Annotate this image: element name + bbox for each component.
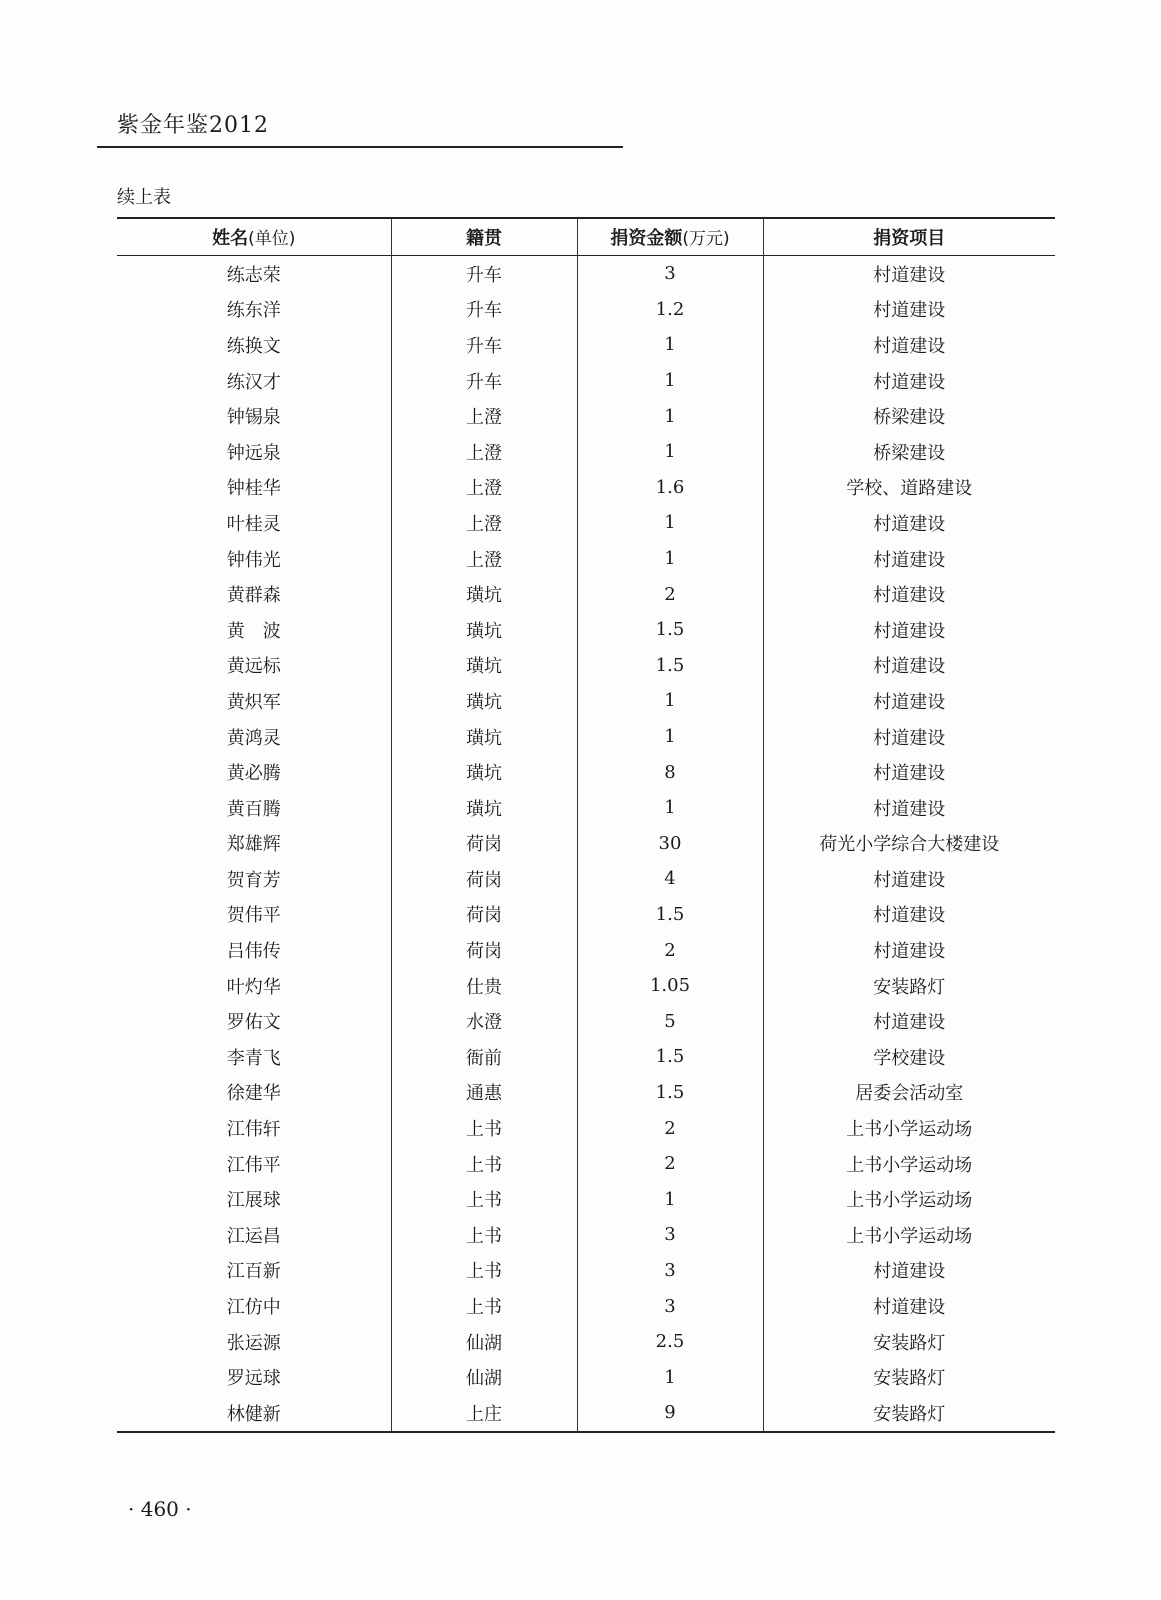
cell-project: 村道建设 bbox=[763, 292, 1055, 328]
cell-project: 安装路灯 bbox=[763, 1359, 1055, 1395]
cell-project: 荷光小学综合大楼建设 bbox=[763, 826, 1055, 862]
cell-origin: 水澄 bbox=[391, 1003, 577, 1039]
cell-origin: 上书 bbox=[391, 1146, 577, 1182]
cell-name: 张运源 bbox=[226, 1332, 281, 1354]
cell-name: 江伟平 bbox=[226, 1154, 281, 1176]
cell-name: 黄鸿灵 bbox=[226, 727, 281, 749]
cell-amount: 5 bbox=[577, 1003, 763, 1039]
cell-origin: 仙湖 bbox=[391, 1324, 577, 1360]
table-row bbox=[117, 1288, 1055, 1324]
cell-origin: 璜坑 bbox=[391, 576, 577, 612]
table-row bbox=[117, 612, 1055, 648]
cell-project: 村道建设 bbox=[763, 1253, 1055, 1289]
cell-name: 黄群森 bbox=[226, 585, 281, 607]
cell-project: 村道建设 bbox=[763, 719, 1055, 755]
cell-amount: 8 bbox=[577, 754, 763, 790]
table-row bbox=[117, 434, 1055, 470]
cell-project: 上书小学运动场 bbox=[763, 1110, 1055, 1146]
cell-amount: 2 bbox=[577, 1146, 763, 1182]
table-row bbox=[117, 576, 1055, 612]
continued-label: 续上表 bbox=[117, 187, 171, 208]
cell-name: 徐建华 bbox=[226, 1083, 281, 1105]
cell-name: 练志荣 bbox=[226, 264, 281, 286]
cell-name: 江展球 bbox=[226, 1190, 281, 1212]
cell-origin: 升车 bbox=[391, 256, 577, 292]
cell-amount: 3 bbox=[577, 1253, 763, 1289]
table-row bbox=[117, 1395, 1055, 1432]
cell-project: 村道建设 bbox=[763, 790, 1055, 826]
table-row bbox=[117, 541, 1055, 577]
table-row bbox=[117, 932, 1055, 968]
table-body bbox=[117, 256, 1055, 1432]
cell-name: 江仿中 bbox=[226, 1297, 281, 1319]
cell-project: 村道建设 bbox=[763, 256, 1055, 292]
cell-project: 村道建设 bbox=[763, 648, 1055, 684]
cell-project: 村道建设 bbox=[763, 683, 1055, 719]
cell-amount: 1.6 bbox=[577, 470, 763, 506]
cell-amount: 1 bbox=[577, 363, 763, 399]
cell-amount: 1.5 bbox=[577, 612, 763, 648]
cell-amount: 2.5 bbox=[577, 1324, 763, 1360]
cell-name: 李青飞 bbox=[226, 1047, 281, 1069]
cell-origin: 璜坑 bbox=[391, 683, 577, 719]
table-row bbox=[117, 861, 1055, 897]
cell-project: 桥梁建设 bbox=[763, 434, 1055, 470]
cell-name: 叶桂灵 bbox=[226, 513, 281, 535]
cell-name: 练东洋 bbox=[226, 300, 281, 322]
table-row bbox=[117, 1181, 1055, 1217]
cell-origin: 衙前 bbox=[391, 1039, 577, 1075]
cell-amount: 1.5 bbox=[577, 1075, 763, 1111]
cell-name: 江百新 bbox=[226, 1261, 281, 1283]
cell-amount: 1 bbox=[577, 1181, 763, 1217]
column-header-project: 捐资项目 bbox=[763, 218, 1055, 256]
cell-origin: 上书 bbox=[391, 1253, 577, 1289]
cell-project: 村道建设 bbox=[763, 363, 1055, 399]
cell-name: 罗远球 bbox=[226, 1368, 281, 1390]
cell-amount: 1 bbox=[577, 434, 763, 470]
table-row bbox=[117, 505, 1055, 541]
cell-name: 黄必腾 bbox=[226, 763, 281, 785]
cell-amount: 4 bbox=[577, 861, 763, 897]
cell-amount: 1 bbox=[577, 683, 763, 719]
table-row bbox=[117, 648, 1055, 684]
table-row bbox=[117, 363, 1055, 399]
cell-origin: 上澄 bbox=[391, 505, 577, 541]
cell-origin: 上澄 bbox=[391, 470, 577, 506]
cell-project: 上书小学运动场 bbox=[763, 1217, 1055, 1253]
column-header-name bbox=[117, 218, 391, 256]
cell-name: 练换文 bbox=[226, 335, 281, 357]
cell-amount: 30 bbox=[577, 826, 763, 862]
cell-name: 黄炽军 bbox=[226, 691, 281, 713]
cell-origin: 璜坑 bbox=[391, 754, 577, 790]
cell-name: 江伟轩 bbox=[226, 1119, 281, 1141]
cell-name: 练汉才 bbox=[226, 371, 281, 393]
header-divider bbox=[97, 146, 623, 148]
table-row bbox=[117, 1217, 1055, 1253]
cell-amount: 1 bbox=[577, 1359, 763, 1395]
cell-amount: 1 bbox=[577, 505, 763, 541]
table-row bbox=[117, 1003, 1055, 1039]
cell-origin: 上书 bbox=[391, 1181, 577, 1217]
cell-origin: 荷岗 bbox=[391, 861, 577, 897]
cell-project: 上书小学运动场 bbox=[763, 1181, 1055, 1217]
table-row bbox=[117, 683, 1055, 719]
cell-amount: 1 bbox=[577, 398, 763, 434]
cell-name: 贺育芳 bbox=[226, 869, 281, 891]
cell-amount: 1.2 bbox=[577, 292, 763, 328]
cell-name: 黄远标 bbox=[226, 656, 281, 678]
page-number: · 460 · bbox=[128, 1497, 192, 1521]
cell-project: 村道建设 bbox=[763, 541, 1055, 577]
cell-project: 村道建设 bbox=[763, 327, 1055, 363]
column-header-name-unit: (单位) bbox=[248, 229, 296, 249]
column-header-amount-label: 捐资金额 bbox=[610, 228, 683, 249]
cell-project: 村道建设 bbox=[763, 932, 1055, 968]
table-row bbox=[117, 968, 1055, 1004]
cell-origin: 上澄 bbox=[391, 541, 577, 577]
cell-amount: 1.5 bbox=[577, 648, 763, 684]
table-row bbox=[117, 1075, 1055, 1111]
cell-name: 林健新 bbox=[226, 1403, 281, 1425]
cell-name: 钟伟光 bbox=[226, 549, 281, 571]
cell-origin: 璜坑 bbox=[391, 719, 577, 755]
cell-amount: 1.05 bbox=[577, 968, 763, 1004]
column-header-amount bbox=[577, 218, 763, 256]
cell-project: 居委会活动室 bbox=[763, 1075, 1055, 1111]
cell-origin: 荷岗 bbox=[391, 897, 577, 933]
cell-origin: 仙湖 bbox=[391, 1359, 577, 1395]
table-row bbox=[117, 327, 1055, 363]
cell-project: 村道建设 bbox=[763, 612, 1055, 648]
cell-project: 安装路灯 bbox=[763, 968, 1055, 1004]
cell-amount: 1 bbox=[577, 719, 763, 755]
cell-origin: 升车 bbox=[391, 363, 577, 399]
cell-origin: 璜坑 bbox=[391, 790, 577, 826]
table-row bbox=[117, 1324, 1055, 1360]
table-row bbox=[117, 790, 1055, 826]
cell-origin: 璜坑 bbox=[391, 612, 577, 648]
cell-name: 贺伟平 bbox=[226, 905, 281, 927]
cell-name: 郑雄辉 bbox=[226, 834, 281, 856]
cell-name: 江运昌 bbox=[226, 1225, 281, 1247]
cell-project: 安装路灯 bbox=[763, 1324, 1055, 1360]
cell-origin: 仕贵 bbox=[391, 968, 577, 1004]
cell-project: 学校、道路建设 bbox=[763, 470, 1055, 506]
cell-name: 黄百腾 bbox=[226, 798, 281, 820]
running-header-title: 紫金年鉴2012 bbox=[117, 113, 269, 138]
cell-origin: 上澄 bbox=[391, 434, 577, 470]
cell-amount: 9 bbox=[577, 1395, 763, 1432]
cell-amount: 3 bbox=[577, 256, 763, 292]
cell-name: 黄 波 bbox=[226, 620, 281, 642]
cell-origin: 荷岗 bbox=[391, 826, 577, 862]
cell-project: 安装路灯 bbox=[763, 1395, 1055, 1432]
cell-project: 村道建设 bbox=[763, 754, 1055, 790]
cell-project: 上书小学运动场 bbox=[763, 1146, 1055, 1182]
donations-table bbox=[117, 217, 1055, 1433]
table-row bbox=[117, 1110, 1055, 1146]
cell-project: 村道建设 bbox=[763, 1003, 1055, 1039]
cell-amount: 3 bbox=[577, 1288, 763, 1324]
cell-amount: 2 bbox=[577, 932, 763, 968]
cell-amount: 3 bbox=[577, 1217, 763, 1253]
cell-origin: 荷岗 bbox=[391, 932, 577, 968]
cell-amount: 1 bbox=[577, 790, 763, 826]
cell-project: 学校建设 bbox=[763, 1039, 1055, 1075]
table-row bbox=[117, 1253, 1055, 1289]
table-row bbox=[117, 897, 1055, 933]
cell-origin: 升车 bbox=[391, 327, 577, 363]
cell-origin: 上书 bbox=[391, 1217, 577, 1253]
table-row bbox=[117, 1359, 1055, 1395]
table-row bbox=[117, 1039, 1055, 1075]
cell-origin: 上书 bbox=[391, 1288, 577, 1324]
cell-amount: 1.5 bbox=[577, 1039, 763, 1075]
cell-amount: 1 bbox=[577, 327, 763, 363]
cell-origin: 上庄 bbox=[391, 1395, 577, 1432]
cell-origin: 通惠 bbox=[391, 1075, 577, 1111]
table-row bbox=[117, 256, 1055, 292]
cell-project: 村道建设 bbox=[763, 1288, 1055, 1324]
cell-amount: 2 bbox=[577, 1110, 763, 1146]
cell-amount: 1.5 bbox=[577, 897, 763, 933]
cell-origin: 升车 bbox=[391, 292, 577, 328]
table-row bbox=[117, 398, 1055, 434]
cell-name: 钟锡泉 bbox=[226, 407, 281, 429]
cell-project: 村道建设 bbox=[763, 861, 1055, 897]
column-header-amount-unit: (万元) bbox=[682, 229, 730, 249]
cell-amount: 2 bbox=[577, 576, 763, 612]
cell-name: 钟远泉 bbox=[226, 442, 281, 464]
cell-project: 村道建设 bbox=[763, 505, 1055, 541]
cell-name: 叶灼华 bbox=[226, 976, 281, 998]
column-header-origin: 籍贯 bbox=[391, 218, 577, 256]
cell-name: 罗佑文 bbox=[226, 1012, 281, 1034]
cell-project: 村道建设 bbox=[763, 576, 1055, 612]
cell-origin: 上书 bbox=[391, 1110, 577, 1146]
cell-name: 吕伟传 bbox=[226, 941, 281, 963]
cell-project: 桥梁建设 bbox=[763, 398, 1055, 434]
table-row bbox=[117, 719, 1055, 755]
cell-amount: 1 bbox=[577, 541, 763, 577]
cell-name: 钟桂华 bbox=[226, 478, 281, 500]
table-row bbox=[117, 292, 1055, 328]
table-row bbox=[117, 754, 1055, 790]
table-header-row bbox=[117, 218, 1055, 256]
table-row bbox=[117, 826, 1055, 862]
cell-project: 村道建设 bbox=[763, 897, 1055, 933]
table-row bbox=[117, 470, 1055, 506]
cell-origin: 璜坑 bbox=[391, 648, 577, 684]
cell-origin: 上澄 bbox=[391, 398, 577, 434]
column-header-name-label: 姓名 bbox=[212, 228, 249, 249]
table-row bbox=[117, 1146, 1055, 1182]
